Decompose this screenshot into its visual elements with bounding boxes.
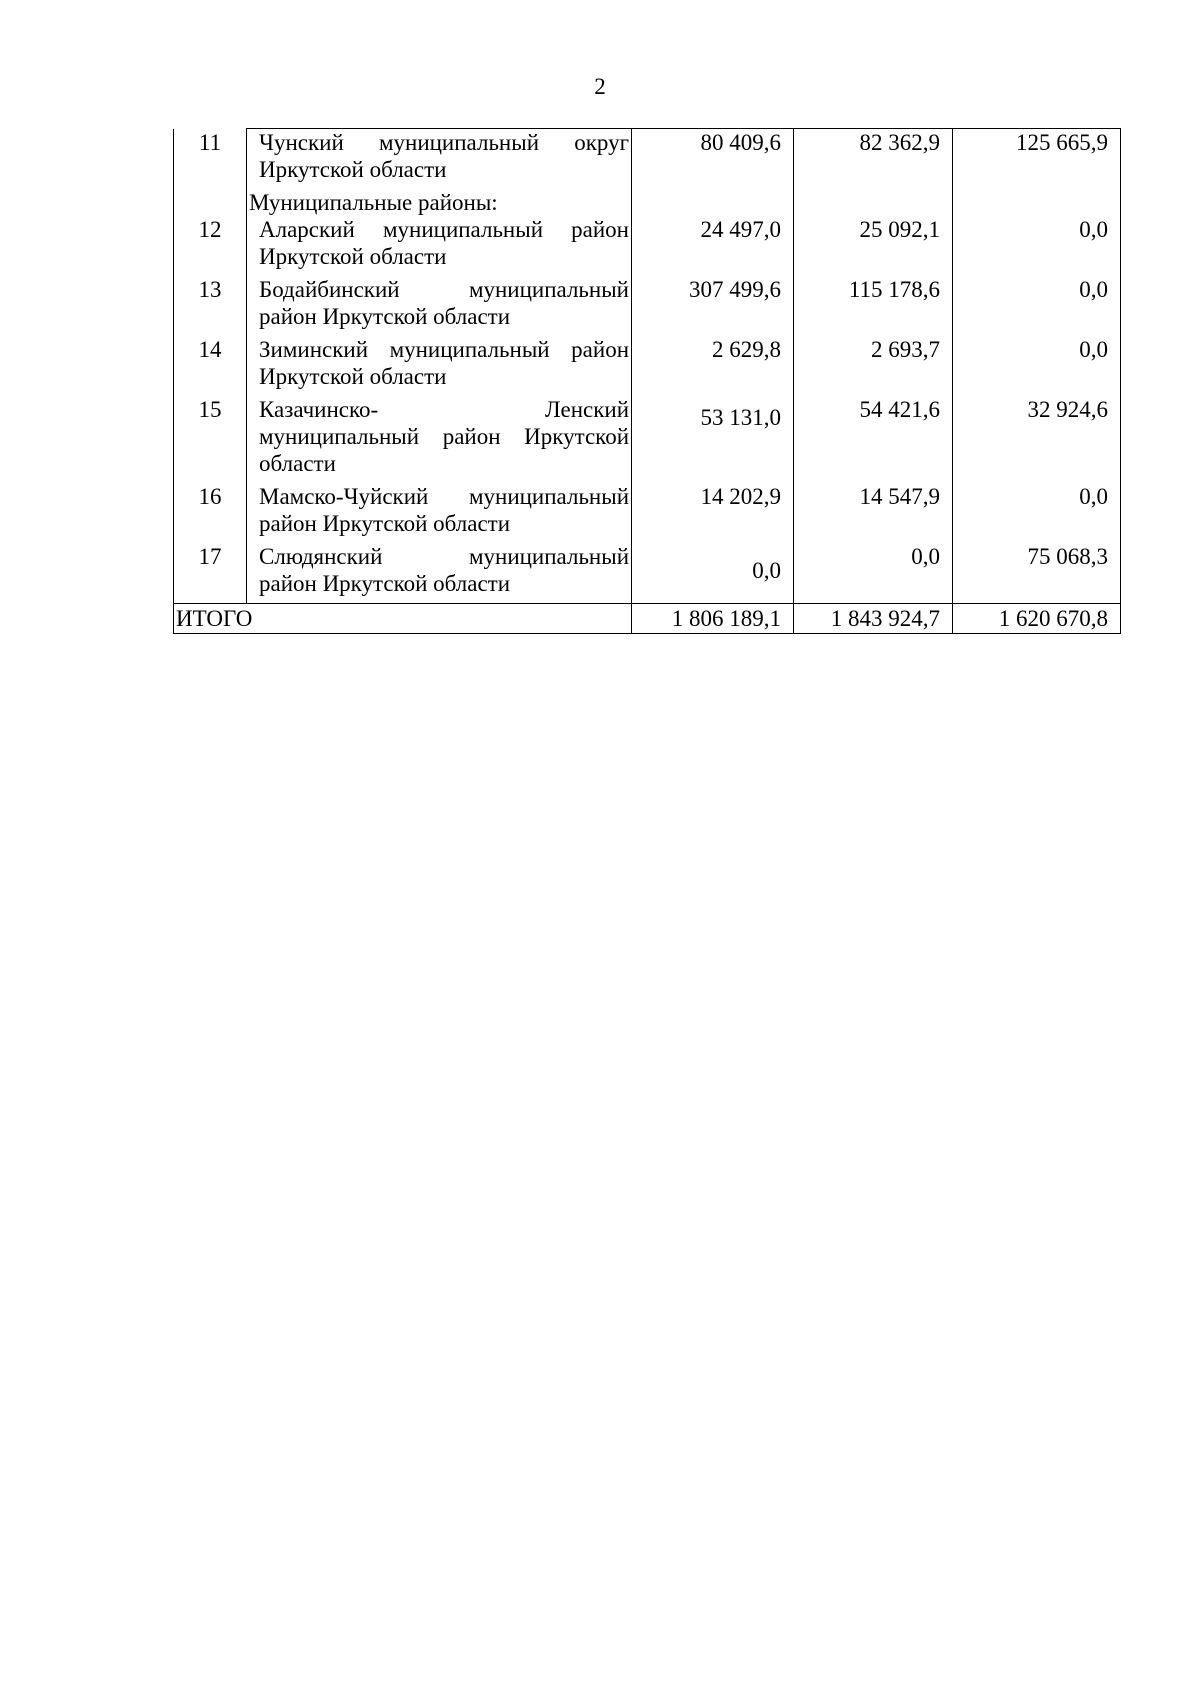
value-col-3: 75 068,3 <box>953 543 1121 604</box>
row-name-line: Иркутской области <box>259 364 447 389</box>
value-col-1: 2 629,8 <box>632 336 794 396</box>
value-col-1: 307 499,6 <box>632 276 794 336</box>
row-name-line: Иркутской области <box>259 157 447 182</box>
row-name-line: район Иркутской области <box>259 571 511 596</box>
value-col-2: 25 092,1 <box>794 216 953 276</box>
row-name <box>247 543 632 604</box>
row-name-line: Иркутской области <box>259 244 447 269</box>
row-number: 14 <box>174 336 247 396</box>
table-row <box>174 483 1121 543</box>
table-row <box>174 543 1121 604</box>
row-name <box>247 336 632 396</box>
table-row <box>174 216 1121 276</box>
row-name-line: муниципальный район Иркутской <box>259 424 629 449</box>
section-row <box>174 189 1121 216</box>
value-col-1: 53 131,0 <box>632 396 794 483</box>
total-value-col-1: 1 806 189,1 <box>632 604 794 634</box>
value-col-2: 115 178,6 <box>794 276 953 336</box>
table-row <box>174 129 1121 190</box>
budget-table <box>173 128 1121 634</box>
row-name-line: район Иркутской области <box>259 304 511 329</box>
row-name-line: Зиминский муниципальный район <box>259 337 629 362</box>
total-value-col-2: 1 843 924,7 <box>794 604 953 634</box>
row-name <box>247 276 632 336</box>
value-col-2: 14 547,9 <box>794 483 953 543</box>
value-col-3: 0,0 <box>953 216 1121 276</box>
row-number: 15 <box>174 396 247 483</box>
total-row <box>174 604 1121 634</box>
value-col-2: 0,0 <box>794 543 953 604</box>
value-col-3: 0,0 <box>953 276 1121 336</box>
value-col-3: 125 665,9 <box>953 129 1121 190</box>
row-name-line: области <box>259 451 336 476</box>
total-label: ИТОГО <box>174 604 632 634</box>
row-number: 12 <box>174 216 247 276</box>
value-col-3: 0,0 <box>953 483 1121 543</box>
row-name-line: район Иркутской области <box>259 511 511 536</box>
row-name <box>247 216 632 276</box>
row-name <box>247 129 632 190</box>
value-col-2: 54 421,6 <box>794 396 953 483</box>
row-name-line: Чунский муниципальный округ <box>259 130 629 155</box>
row-number: 16 <box>174 483 247 543</box>
row-number: 13 <box>174 276 247 336</box>
page-number: 2 <box>594 74 606 99</box>
value-col-1: 0,0 <box>632 543 794 604</box>
table-row <box>174 276 1121 336</box>
row-name-line: Слюдянский муниципальный <box>259 544 629 569</box>
value-col-3: 0,0 <box>953 336 1121 396</box>
value-col-1: 14 202,9 <box>632 483 794 543</box>
value-col-1: 24 497,0 <box>632 216 794 276</box>
row-name-line: Аларский муниципальный район <box>259 217 629 242</box>
row-name-line: Бодайбинский муниципальный <box>259 277 629 302</box>
table-row <box>174 396 1121 483</box>
total-value-col-3: 1 620 670,8 <box>953 604 1121 634</box>
section-label: Муниципальные районы: <box>247 189 632 216</box>
value-col-1: 80 409,6 <box>632 129 794 190</box>
row-name <box>247 396 632 483</box>
row-name-line: Казачинско- Ленский <box>259 397 629 422</box>
value-col-3: 32 924,6 <box>953 396 1121 483</box>
row-name-line: Мамско-Чуйский муниципальный <box>259 484 629 509</box>
row-name <box>247 483 632 543</box>
table-row <box>174 336 1121 396</box>
row-number: 17 <box>174 543 247 604</box>
value-col-2: 82 362,9 <box>794 129 953 190</box>
value-col-2: 2 693,7 <box>794 336 953 396</box>
row-number: 11 <box>174 129 247 190</box>
